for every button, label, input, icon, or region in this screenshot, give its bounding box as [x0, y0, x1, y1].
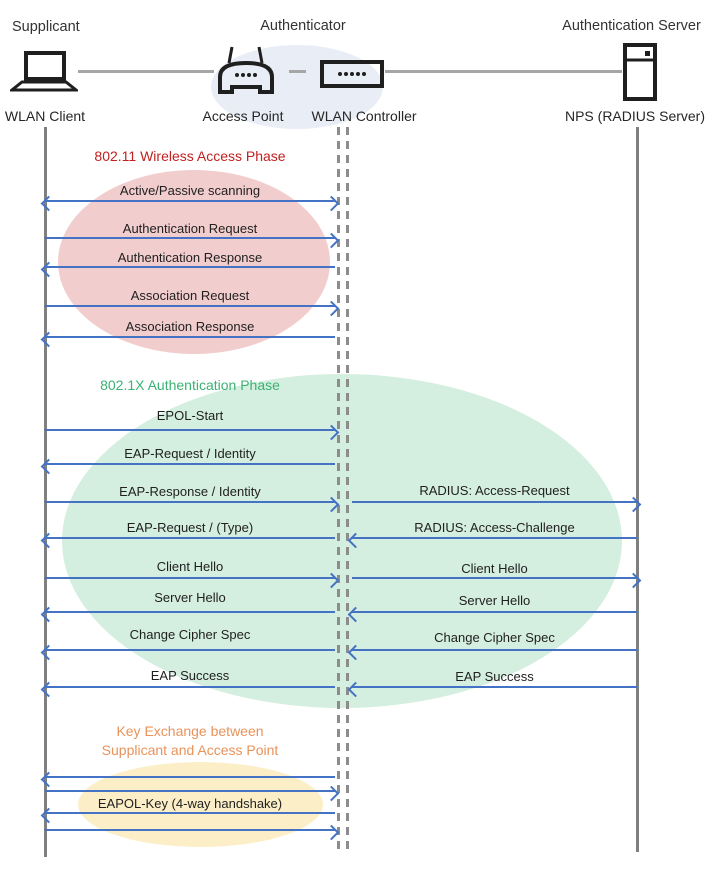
message-arrow [352, 649, 637, 651]
device-label-access-point: Access Point [202, 108, 284, 124]
message-arrow [45, 305, 335, 307]
access-point-icon [216, 46, 276, 103]
connector-line-controller-server [385, 70, 622, 73]
lifeline-wlan-controller-right [346, 127, 349, 853]
eapol-key-arrow-2 [45, 790, 335, 792]
message-arrow [352, 537, 637, 539]
phase2-ellipse [62, 374, 622, 708]
message-label: Authentication Request [122, 221, 258, 236]
message-label: Client Hello [156, 559, 224, 574]
message-arrow [45, 649, 335, 651]
role-authenticator: Authenticator [260, 18, 346, 34]
eapol-key-arrow-1 [45, 776, 335, 778]
message-arrow [45, 537, 335, 539]
device-label-wlan-client: WLAN Client [4, 108, 86, 124]
message-arrow [45, 429, 335, 431]
message-label: EPOL-Start [156, 408, 224, 423]
message-label: EAP-Response / Identity [119, 484, 261, 499]
phase3-title-line1: Key Exchange between [116, 723, 264, 739]
message-arrow [45, 336, 335, 338]
lifeline-wlan-controller-left [337, 127, 340, 853]
message-label: Authentication Response [117, 250, 263, 265]
device-label-wlan-controller: WLAN Controller [311, 108, 417, 124]
eapol-key-arrow-3 [45, 812, 335, 814]
message-label: RADIUS: Access-Request [419, 483, 570, 498]
message-label: Association Response [125, 319, 255, 334]
message-arrow [45, 237, 335, 239]
message-arrow [45, 577, 335, 579]
message-label: EAP Success [150, 668, 230, 683]
message-arrow [352, 501, 637, 503]
phase3-title [45, 722, 335, 760]
role-authentication-server: Authentication Server [562, 18, 701, 34]
message-label: EAP Success [455, 669, 534, 684]
message-label: Server Hello [458, 593, 531, 608]
message-arrow [352, 577, 637, 579]
server-icon [623, 43, 657, 106]
message-label: Change Cipher Spec [434, 630, 555, 645]
message-arrow [352, 611, 637, 613]
role-supplicant: Supplicant [12, 19, 80, 35]
message-label: Association Request [130, 288, 250, 303]
device-label-nps-radius-server: NPS (RADIUS Server) [564, 108, 706, 124]
message-arrow [352, 686, 637, 688]
message-label: EAP-Request / Identity [124, 446, 256, 461]
connector-line-client-ap [78, 70, 214, 73]
message-label: RADIUS: Access-Challenge [414, 520, 575, 535]
message-label: Client Hello [461, 561, 528, 576]
eapol-key-label: EAPOL-Key (4-way handshake) [97, 796, 283, 811]
message-arrow [45, 611, 335, 613]
message-label: Active/Passive scanning [119, 183, 261, 198]
message-arrow [45, 686, 335, 688]
phase2-title: 802.1X Authentication Phase [100, 377, 280, 393]
eapol-key-arrow-4 [45, 829, 335, 831]
message-arrow [45, 266, 335, 268]
connector-line-ap-controller [289, 70, 306, 73]
message-arrow [45, 463, 335, 465]
message-label: Server Hello [154, 590, 226, 605]
message-label: EAP-Request / (Type) [126, 520, 254, 535]
wlan-controller-icon [320, 60, 384, 93]
message-arrow [45, 200, 335, 202]
laptop-icon [10, 51, 78, 98]
message-arrow [45, 501, 335, 503]
message-label: Change Cipher Spec [129, 627, 251, 642]
phase3-title-line2: Supplicant and Access Point [101, 742, 279, 758]
phase1-title: 802.11 Wireless Access Phase [94, 148, 286, 164]
